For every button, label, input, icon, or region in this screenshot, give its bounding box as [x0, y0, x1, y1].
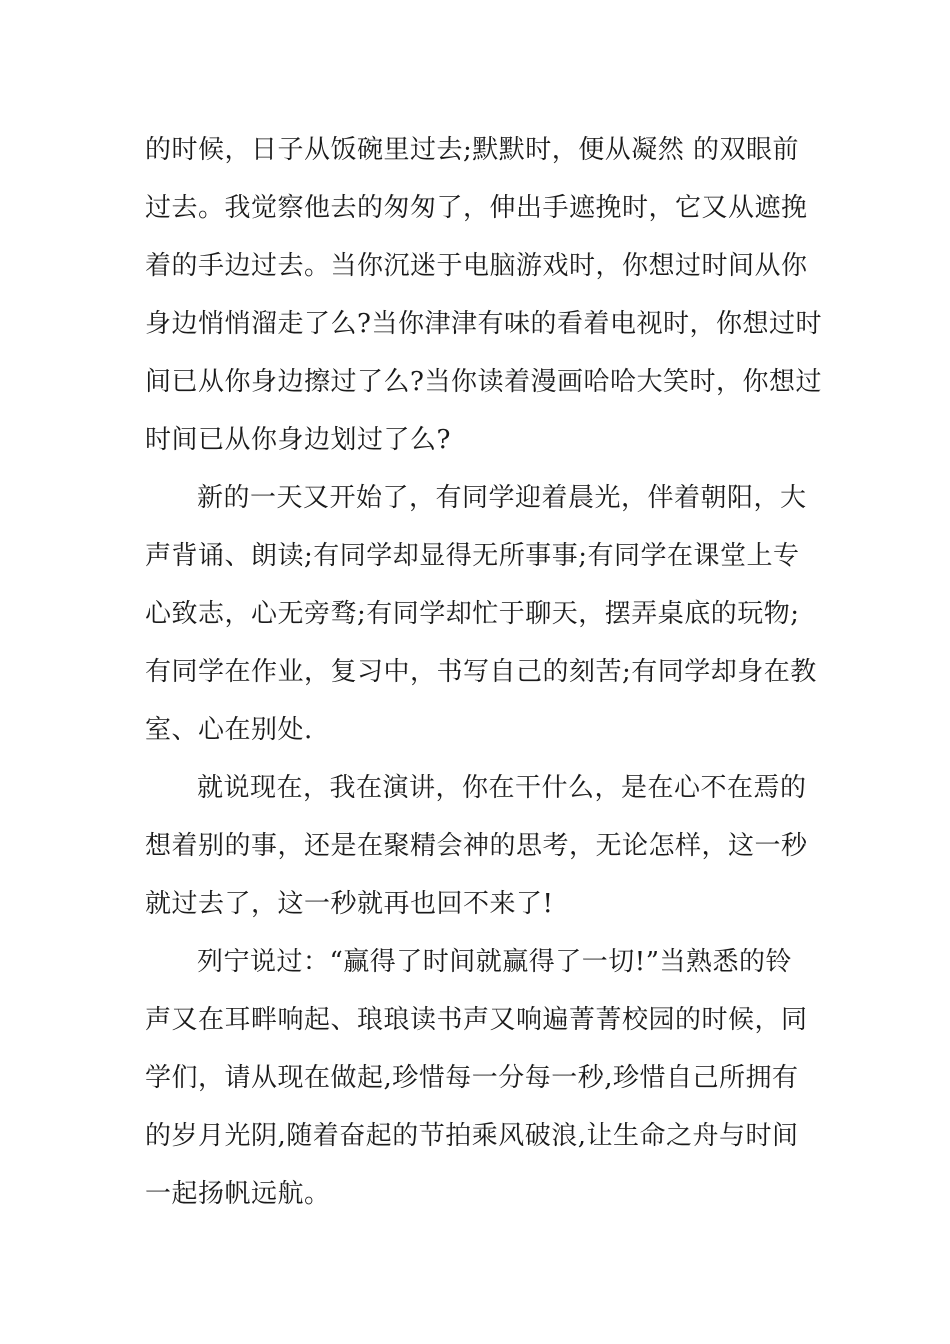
- text-line: 声背诵、朗读;有同学却显得无所事事;有同学在课堂上专: [145, 541, 800, 571]
- text-line: 声又在耳畔响起、琅琅读书声又响遍菁菁校园的时候，同: [145, 1005, 808, 1035]
- paragraph-2: [145, 469, 817, 759]
- text-line: 时间已从你身边划过了么?: [145, 425, 451, 455]
- text-line: 的岁月光阴,随着奋起的节拍乘风破浪,让生命之舟与时间: [145, 1121, 799, 1151]
- text-line: 有同学在作业，复习中，书写自己的刻苦;有同学却身在教: [145, 657, 817, 687]
- text-line: 的时候，日子从饭碗里过去;默默时，便从凝然 的双眼前: [145, 135, 800, 165]
- paragraph-3: [145, 759, 808, 933]
- text-line: 就说现在，我在演讲，你在干什么，是在心不在焉的: [197, 773, 807, 803]
- text-line: 间已从你身边擦过了么?当你读着漫画哈哈大笑时，你想过: [145, 367, 822, 397]
- text-line: 着的手边过去。当你沉迷于电脑游戏时，你想过时间从你: [145, 251, 808, 281]
- text-line: 新的一天又开始了，有同学迎着晨光，伴着朝阳，大: [197, 483, 807, 513]
- paragraph-1: [145, 121, 822, 469]
- text-line: 一起扬帆远航。: [145, 1179, 331, 1209]
- text-line: 想着别的事，还是在聚精会神的思考，无论怎样，这一秒: [145, 831, 808, 861]
- text-line: 身边悄悄溜走了么?当你津津有味的看着电视时，你想过时: [145, 309, 822, 339]
- text-line: 过去。我觉察他去的匆匆了，伸出手遮挽时，它又从遮挽: [145, 193, 808, 223]
- text-line: 就过去了，这一秒就再也回不来了!: [145, 889, 554, 919]
- text-line: 心致志，心无旁骛;有同学却忙于聊天，摆弄桌底的玩物;: [145, 599, 800, 629]
- paragraph-4: [145, 933, 808, 1223]
- text-line: 列宁说过：“赢得了时间就赢得了一切!”当熟悉的铃: [197, 947, 793, 977]
- document-body: [145, 121, 822, 1223]
- text-line: 室、心在别处.: [145, 715, 313, 745]
- text-line: 学们，请从现在做起,珍惜每一分每一秒,珍惜自己所拥有: [145, 1063, 799, 1093]
